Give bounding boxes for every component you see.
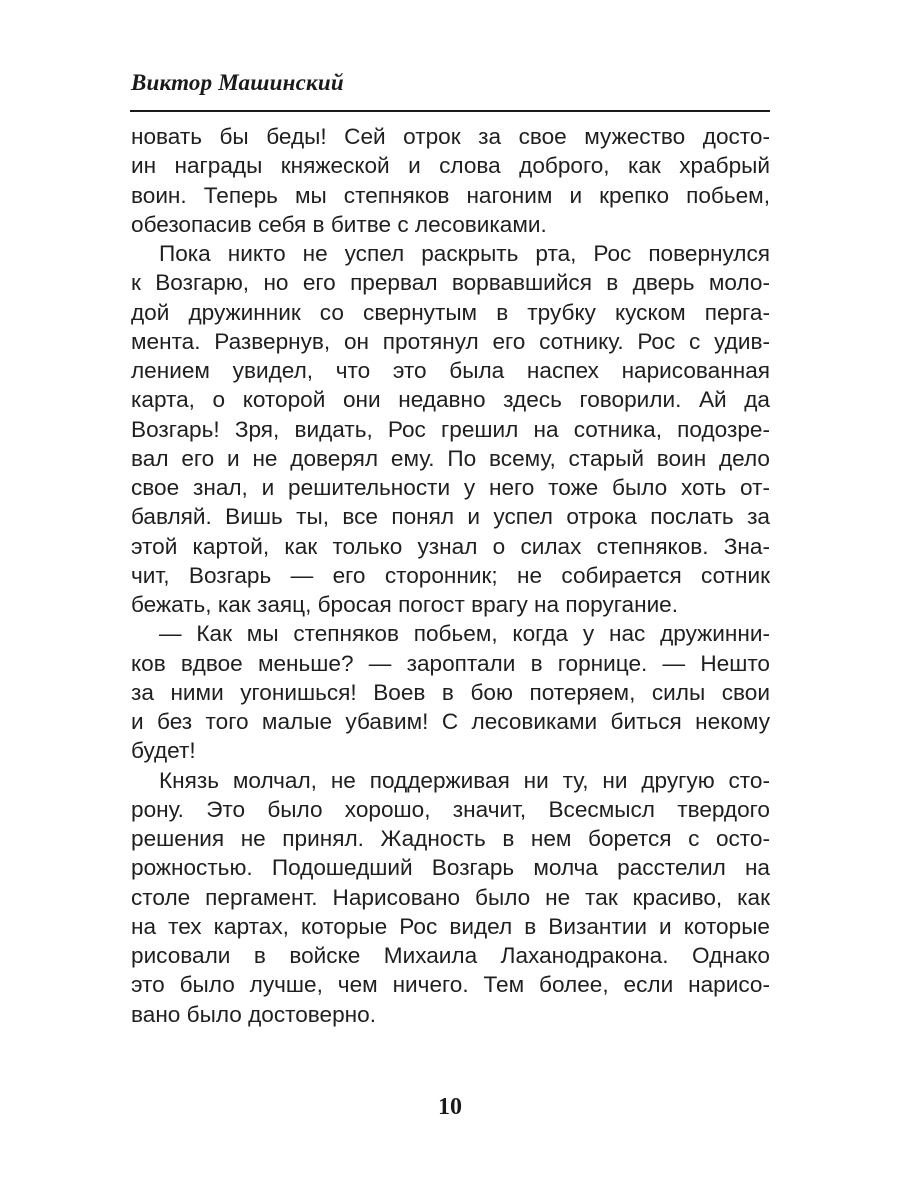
- text-line: бежать, как заяц, бросая погост врагу на поругание.: [131, 592, 679, 617]
- text-line: новать бы беды! Сей отрок за свое мужество досто-: [131, 124, 770, 149]
- text-line: решения не принял. Жадность в нем борется с осто-: [131, 826, 770, 851]
- text-line: будет!: [131, 738, 196, 764]
- paragraph-2: [131, 239, 770, 619]
- paragraph-4: [131, 766, 770, 1029]
- running-head-author: Виктор Машинский: [131, 70, 344, 95]
- text-line: вано было достоверно.: [131, 1001, 377, 1027]
- header-rule: [130, 110, 770, 112]
- text-line: Князь молчал, не поддерживая ни ту, ни другую сто-: [159, 767, 770, 793]
- body-text: [131, 122, 770, 1029]
- text-line: бавляй. Вишь ты, все понял и успел отрока послать за: [131, 504, 770, 530]
- text-line: дой дружинник со свернутым в трубку куском перга-: [131, 299, 770, 325]
- text-line: ин награды княжеской и слова доброго, как храбрый: [131, 153, 770, 179]
- text-line: этой картой, как только узнал о силах степняков. Зна-: [131, 533, 770, 559]
- text-line: это было лучше, чем ничего. Тем более, если нарисо-: [131, 972, 770, 998]
- text-line: обезопасив себя в битве с лесовиками.: [131, 211, 547, 237]
- text-line: столе пергамент. Нарисовано было не так красиво, как: [131, 884, 770, 910]
- text-line: за ними угонишься! Воев в бою потеряем, силы свои: [131, 679, 770, 705]
- text-line: Пока никто не успел раскрыть рта, Рос повернулся: [159, 241, 770, 266]
- text-line: ков вдвое меньше? — зароптали в горнице. — Нешто: [131, 650, 770, 676]
- paragraph-1: [131, 122, 770, 239]
- paragraph-3: [131, 619, 770, 765]
- text-line: Возгарь! Зря, видать, Рос грешил на сотника, подозре-: [131, 416, 770, 442]
- text-line: — Как мы степняков побьем, когда у нас дружинни-: [159, 621, 770, 647]
- text-line: вал его и не доверял ему. По всему, старый воин дело: [131, 445, 770, 471]
- text-line: карта, о которой они недавно здесь говорили. Ай да: [131, 387, 770, 413]
- text-line: лением увидел, что это была наспех нарисованная: [131, 358, 770, 383]
- page-number: 10: [438, 1094, 462, 1120]
- text-line: рожностью. Подошедший Возгарь молча расстелил на: [131, 855, 770, 881]
- text-line: рону. Это было хорошо, значит, Всесмысл твердого: [131, 796, 770, 822]
- text-line: на тех картах, которые Рос видел в Византии и которые: [131, 913, 770, 939]
- text-line: свое знал, и решительности у него тоже было хоть от-: [131, 475, 770, 500]
- text-line: рисовали в войске Михаила Лаханодракона. Однако: [131, 943, 770, 968]
- text-line: чит, Возгарь — его сторонник; не собирается сотник: [131, 562, 770, 588]
- text-line: и без того малые убавим! С лесовиками биться некому: [131, 709, 770, 734]
- text-line: к Возгарю, но его прервал ворвавшийся в дверь моло-: [131, 270, 770, 296]
- text-line: мента. Развернув, он протянул его сотнику. Рос с удив-: [131, 328, 770, 354]
- text-line: воин. Теперь мы степняков нагоним и крепко побьем,: [131, 182, 770, 208]
